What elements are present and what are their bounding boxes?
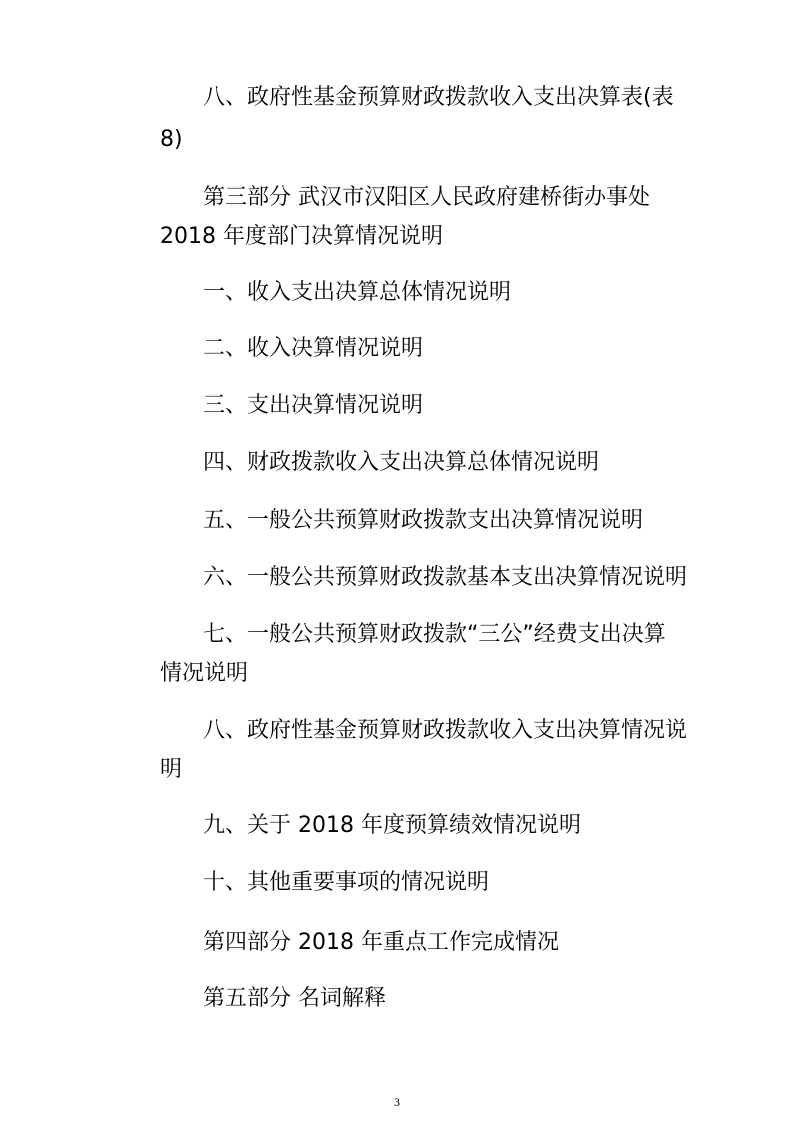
toc-entry-7: 七、一般公共预算财政拨款“三公”经费支出决算 xyxy=(203,622,666,647)
toc-entry-fund-budget-table: 八、政府性基金预算财政拨款收入支出决算表(表 xyxy=(203,85,674,110)
toc-entry-5: 五、一般公共预算财政拨款支出决算情况说明 xyxy=(203,508,644,533)
toc-entry-7-cont: 情况说明 xyxy=(160,661,249,686)
toc-entry-8: 八、政府性基金预算财政拨款收入支出决算情况说 xyxy=(203,718,688,743)
page-number: 3 xyxy=(394,1095,400,1109)
toc-entry-4: 四、财政拨款收入支出决算总体情况说明 xyxy=(203,450,600,475)
toc-entry-9: 九、关于 2018 年度预算绩效情况说明 xyxy=(203,813,581,838)
toc-entry-part-five: 第五部分 名词解释 xyxy=(203,986,386,1011)
toc-entry-1: 一、收入支出决算总体情况说明 xyxy=(203,280,512,305)
toc-entry-fund-budget-table-cont: 8) xyxy=(160,127,183,152)
toc-entry-6: 六、一般公共预算财政拨款基本支出决算情况说明 xyxy=(203,565,688,590)
toc-entry-8-cont: 明 xyxy=(160,757,183,782)
toc-entry-part-three: 第三部分 武汉市汉阳区人民政府建桥街办事处 xyxy=(203,185,650,210)
toc-entry-10: 十、其他重要事项的情况说明 xyxy=(203,870,490,895)
toc-entry-2: 二、收入决算情况说明 xyxy=(203,336,424,361)
toc-entry-3: 三、支出决算情况说明 xyxy=(203,393,424,418)
toc-entry-part-three-cont: 2018 年度部门决算情况说明 xyxy=(160,224,443,249)
toc-entry-part-four: 第四部分 2018 年重点工作完成情况 xyxy=(203,930,559,955)
